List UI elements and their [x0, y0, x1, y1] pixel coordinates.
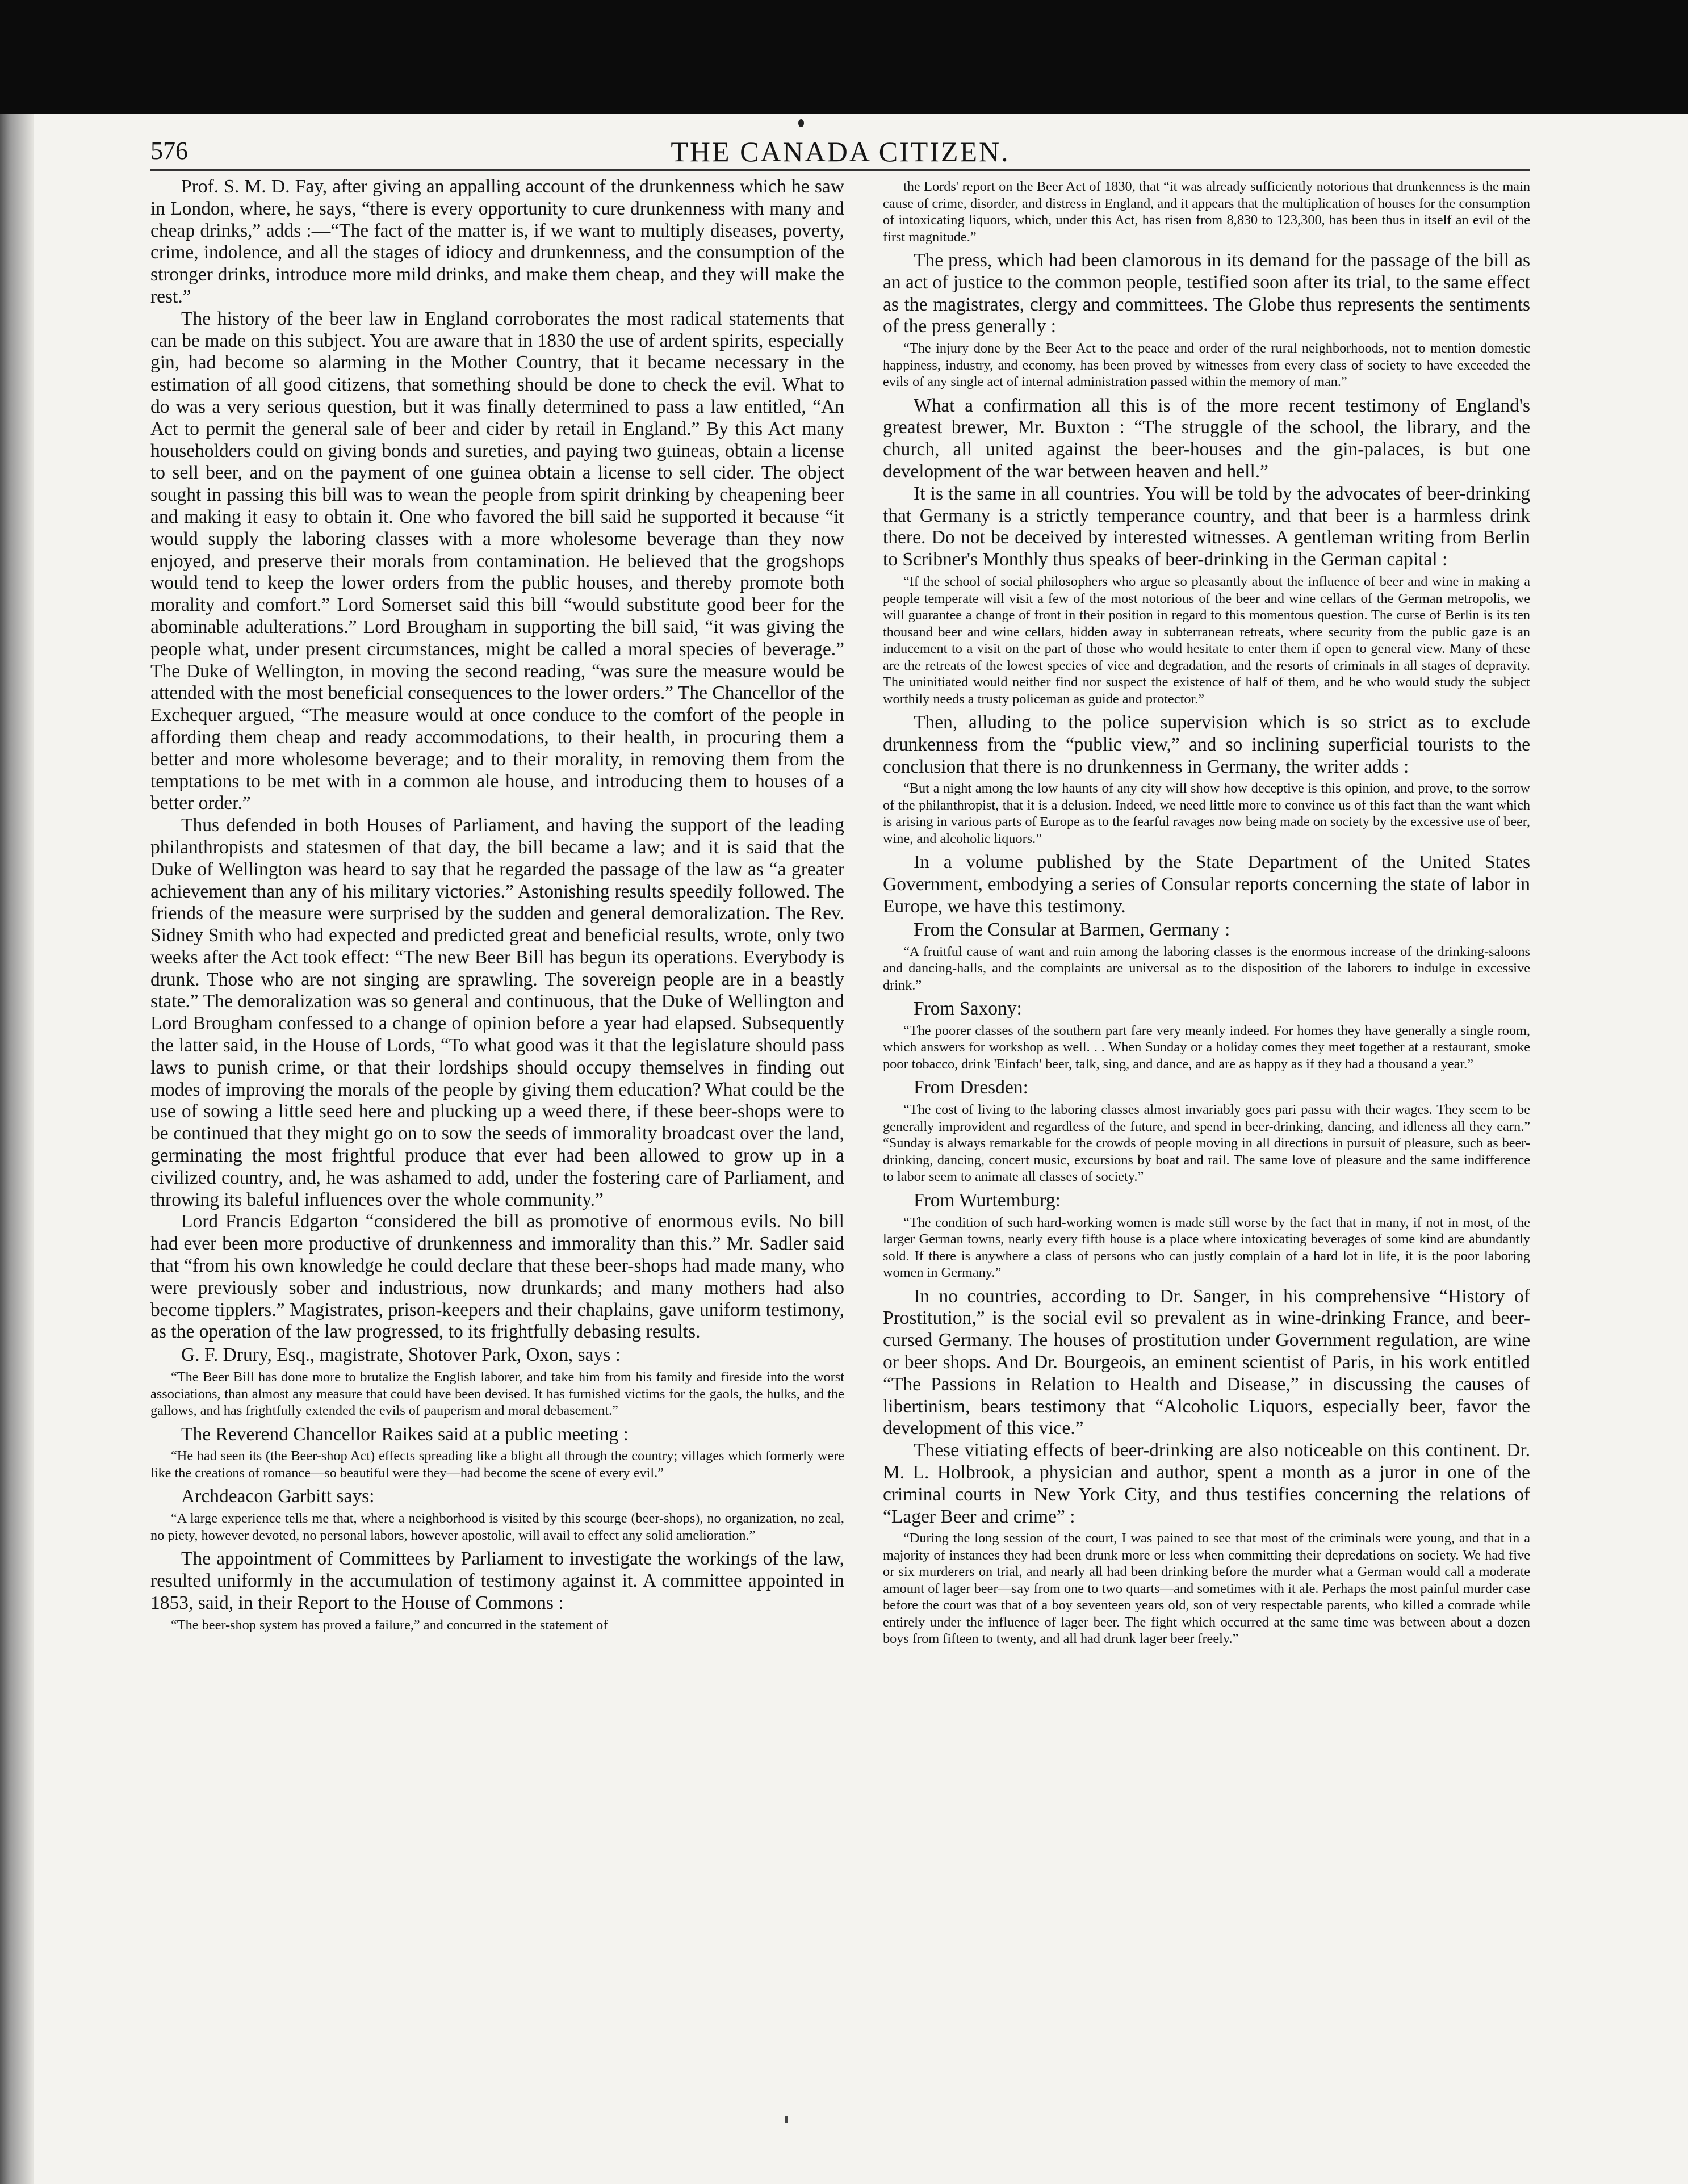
- source-intro: From the Consular at Barmen, Germany :: [914, 919, 1230, 940]
- block-quote: “The Beer Bill has done more to brutalize the English laborer, and take him from his family and fireside into the worst associations, than almost any measure that could have been devised. It has furnished victims for the gaols, the hulks, and the gallows, and has frightfully extended the evils of pauperism and moral debasement.”: [150, 1369, 844, 1419]
- paragraph: Thus defended in both Houses of Parliament, and having the support of the leading philanthropists and statesmen of that day, the bill became a law; and it is said that the Duke of Wellington was heard to say that he regarded the passage of the law as “a greater achievement than any of his military victories.” Astonishing results speedily followed. The friends of the measure were surprised by the sudden and general demoralization. The Rev. Sidney Smith who had expected and predicted great and beneficial results, wrote, only two weeks after the Act took effect: “The new Beer Bill has begun its operations. Everybody is drunk. Those who are not singing are sprawling. The sovereign people are in a beastly state.” The demoralization was so general and continuous, that the Duke of Wellington and Lord Brougham confessed to a change of opinion before a year had elapsed. Subsequently the latter said, in the House of Lords, “To what good was it that the legislature should pass laws to punish crime, or that their lordships should occupy themselves in finding out modes of improving the morals of the people by giving them education? What could be the use of sowing a little seed here and plucking up a weed there, if these beer-shops were to be continued that they might go on to sow the seeds of immorality broadcast over the land, germinating the most frightful produce that ever had been allowed to grow up in a civilized country, and, he was ashamed to add, under the fostering care of Parliament, and throwing its baleful influences over the whole community.”: [150, 815, 844, 1210]
- paragraph: The press, which had been clamorous in its demand for the passage of the bill as an act of justice to the common people, testified soon after its trial, to the same effect as the magistrates, clergy and committees. The Globe thus represents the sentiments of the press generally :: [883, 250, 1530, 337]
- block-quote: “The injury done by the Beer Act to the peace and order of the rural neighborhoods, not to mention domestic happiness, industry, and economy, has been proved by witnesses from every class of society to have exceeded the evils of any single act of internal administration passed within the memory of man.”: [883, 341, 1530, 390]
- block-quote: “The poorer classes of the southern part fare very meanly indeed. For homes they have generally a single room, which answers for workshop as well. . . When Sunday or a holiday comes they meet together at a restaurant, smoke poor tobacco, drink 'Einfach' beer, talk, sing, and dance, and are as happy as if they had a thousand a year.”: [883, 1022, 1530, 1072]
- paragraph: It is the same in all countries. You will be told by the advocates of beer-drinking that Germany is a strictly temperance country, and that beer is a harmless drink there. Do not be deceived by interested witnesses. A gentleman writing from Berlin to Scribner's Monthly thus speaks of beer-drinking in the German capital :: [883, 483, 1530, 571]
- block-quote: “The cost of living to the laboring classes almost invariably goes pari passu with their wages. They seem to be generally improvident and regardless of the future, and spend in beer-drinking, dancing, and idleness all they earn.” “Sunday is always remarkable for the crowds of people moving in all directions in pursuit of pleasure, such as beer-drinking, dancing, concert music, excursions by boat and rail. The same love of pleasure and the same indifference to labor seem to animate all classes of society.”: [883, 1102, 1530, 1185]
- block-quote: “A large experience tells me that, where a neighborhood is visited by this scourge (beer-shops), no organization, no zeal, no piety, however devoted, no personal labors, however apostolic, will avail to effect any solid amelioration.”: [150, 1511, 844, 1543]
- block-quote: “If the school of social philosophers who argue so pleasantly about the influence of beer and wine in making a people temperate will visit a few of the most notorious of the beer and wine cellars of the German metropolis, we will guarantee a change of front in their position in regard to this momentous question. The curse of Berlin is its ten thousand beer and wine cellars, hidden away in subterranean retreats, where security from the public gaze is an inducement to a visit on the part of those who would hesitate to enter them if open to general view. Many of these are the retreats of the lowest species of vice and degradation, and the resorts of criminals in all stages of depravity. The uninitiated would neither find nor suspect the existence of half of them, and he who would study the subject worthily needs a trusty policeman as guide and protector.”: [883, 574, 1530, 707]
- paragraph: The appointment of Committees by Parliament to investigate the workings of the law, resulted uniformly in the accumulation of testimony against it. A committee appointed in 1853, said, in their Report to the House of Commons :: [150, 1548, 844, 1613]
- paragraph: What a confirmation all this is of the more recent testimony of England's greatest brewer, Mr. Buxton : “The struggle of the school, the library, and the church, all united against the beer-houses and the gin-palaces, is but one development of the war between heaven and hell.”: [883, 395, 1530, 483]
- paragraph: In a volume published by the State Department of the United States Government, embodying a series of Consular reports concerning the state of labor in Europe, we have this testimony.: [883, 852, 1530, 917]
- paragraph: The history of the beer law in England corroborates the most radical statements that can be made on this subject. You are aware that in 1830 the use of ardent spirits, especially gin, had become so alarming in the Mother Country, that it became necessary in the estimation of all good citizens, that something should be done to check the evil. What to do was a very serious question, but it was finally determined to pass a law entitled, “An Act to permit the general sale of beer and cider by retail in England.” By this Act many householders could on giving bonds and sureties, and paying two guineas, obtain a license to sell beer, and on the payment of one guinea obtain a license to sell cider. The object sought in passing this bill was to wean the people from spirit drinking by cheapening beer and making it easy to obtain it. One who favored the bill said he supported it because “it would supply the laboring classes with a more wholesome beverage than they now enjoyed, and preserve their morals from contamination. He believed that the grogshops would tend to keep the lower orders from the public houses, and thereby promote both morality and comfort.” Lord Somerset said this bill “would substitute good beer for the abominable adulterations.” Lord Brougham in supporting the bill said, “it was giving the people what, under present circumstances, might be called a moral species of beverage.” The Duke of Wellington, in moving the second reading, “was sure the measure would be attended with the most beneficial consequences to the lower orders.” The Chancellor of the Exchequer argued, “The measure would at once conduce to the comfort of the people in affording them cheap and ready accommodations, to their health, in procuring them a better and more wholesome beverage; and to their morality, in removing them from the temptations to be met with in a common ale house, and introducing them to houses of a better order.”: [150, 308, 844, 814]
- left-column: [150, 176, 844, 2032]
- paragraph: Then, alluding to the police supervision which is so strict as to exclude drunkenness from the “public view,” and so inclining superficial tourists to the conclusion that there is no drunkenness in Germany, the writer adds :: [883, 712, 1530, 777]
- source-intro: From Dresden:: [914, 1077, 1028, 1099]
- scan-top-border: [0, 0, 1688, 114]
- block-quote: “The condition of such hard-working women is made still worse by the fact that in many, if not in most, of the larger German towns, nearly every fifth house is a place where intoxicating beverages of some kind are abundantly sold. If there is anywhere a class of persons who can justly complain of a hard lot in life, it is the poor laboring women in Germany.”: [883, 1214, 1530, 1281]
- page-header: [150, 132, 1530, 171]
- paragraph: Prof. S. M. D. Fay, after giving an appalling account of the drunkenness which he saw in London, where, he says, “there is every opportunity to cure drunkenness with many and cheap drinks,” adds :—“The fact of the matter is, if we want to multiply diseases, poverty, crime, indolence, and all the stages of idiocy and drunkenness, and the consumption of the stronger drinks, introduce more mild drinks, and make them cheap, and they will make the rest.”: [150, 176, 844, 307]
- source-intro: Archdeacon Garbitt says:: [181, 1486, 375, 1507]
- scan-left-edge: [0, 114, 34, 2184]
- source-intro: The Reverend Chancellor Raikes said at a public meeting :: [181, 1423, 629, 1445]
- block-quote: “The beer-shop system has proved a failure,” and concurred in the statement of: [171, 1617, 608, 1633]
- block-quote: the Lords' report on the Beer Act of 1830, that “it was already sufficiently notorious that drunkenness is the main cause of crime, disorder, and distress in England, and it appears that the multiplication of houses for the consumption of intoxicating liquors, which, under this Act, has risen from 8,830 to 123,300, has been thus in itself an evil of the first magnitude.”: [883, 179, 1530, 245]
- page-number: 576: [150, 137, 188, 165]
- page-title: THE CANADA CITIZEN.: [671, 136, 1010, 167]
- paragraph: In no countries, according to Dr. Sanger, in his comprehensive “History of Prostitution,” is the social evil so prevalent as in wine-drinking France, and beer-cursed Germany. The houses of prostitution under Government regulation, are wine or beer shops. And Dr. Bourgeois, an eminent scientist of Paris, in his work entitled “The Passions in Relation to Health and Disease,” in discussing the causes of libertinism, bears testimony that “Alcoholic Liquors, especially beer, favor the development of this vice.”: [883, 1285, 1530, 1439]
- scan-bottom-mark: [785, 2116, 788, 2123]
- right-column: [883, 176, 1530, 2032]
- scan-speck: [798, 119, 804, 127]
- block-quote: “During the long session of the court, I was pained to see that most of the criminals were young, and that in a majority of instances they had been drunk more or less when committing their depredations on society. We had five or six murderers on trial, and nearly all had been drinking before the murder what a German would call a moderate amount of lager beer—say from one to two quarts—and sometimes with it ale. Perhaps the most painful murder case before the court was that of a boy seventeen years old, son of very respectable parents, who killed a comrade while entirely under the influence of lager beer. The fight which occurred at the same time was between about a dozen boys from fifteen to twenty, and all had drunk lager beer freely.”: [883, 1531, 1530, 1647]
- source-intro: From Wurtemburg:: [914, 1189, 1061, 1211]
- paragraph: These vitiating effects of beer-drinking are also noticeable on this continent. Dr. M. L. Holbrook, a physician and author, spent a month as a juror in one of the criminal courts in New York City, and thus testifies concerning the relations of “Lager Beer and crime” :: [883, 1440, 1530, 1527]
- header-rule: [150, 169, 1530, 171]
- block-quote: “But a night among the low haunts of any city will show how deceptive is this opinion, and prove, to the sorrow of the philanthropist, that it is a delusion. Indeed, we need little more to convince us of this fact than the want which is arising in various parts of Europe as to the fearful ravages now being made on society by the excessive use of beer, wine, and alcoholic liquors.”: [883, 781, 1530, 846]
- paragraph: Lord Francis Edgarton “considered the bill as promotive of enormous evils. No bill had ever been more productive of drunkenness and immorality than this.” Mr. Sadler said that “from his own knowledge he could declare that these beer-shops had made many, who were previously sober and industrious, now drunkards; and many mothers had also become tipplers.” Magistrates, prison-keepers and their chaplains, gave uniform testimony, as the operation of the law progressed, to its frightfully debasing results.: [150, 1211, 844, 1343]
- block-quote: “A fruitful cause of want and ruin among the laboring classes is the enormous increase of the drinking-saloons and dancing-halls, and the complaints are universal as to the disposition of the laborers to indulge in excessive drink.”: [883, 944, 1530, 993]
- source-intro: From Saxony:: [914, 998, 1022, 1020]
- block-quote: “He had seen its (the Beer-shop Act) effects spreading like a blight all through the country; villages which formerly were like the creations of romance—so beautiful were they—had become the scene of every evil.”: [150, 1448, 844, 1481]
- source-intro: G. F. Drury, Esq., magistrate, Shotover Park, Oxon, says :: [181, 1344, 621, 1366]
